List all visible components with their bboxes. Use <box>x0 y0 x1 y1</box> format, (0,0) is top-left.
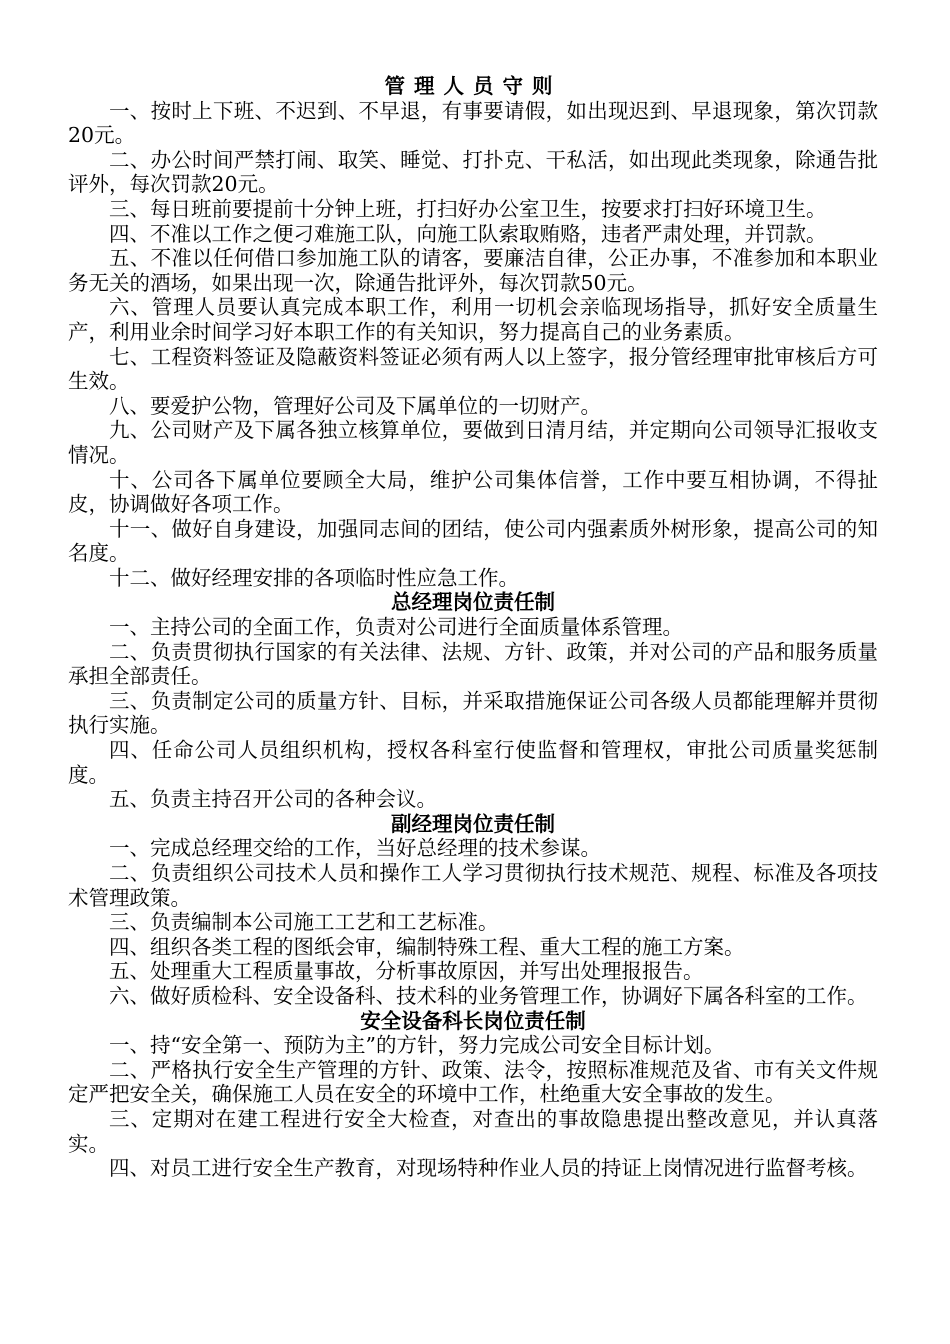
section-general-manager-duties <box>68 590 878 811</box>
section-title: 安全设备科长岗位责任制 <box>360 1008 586 1033</box>
paragraph: 五、处理重大工程质量事故，分析事故原因，并写出处理报报告。 <box>109 959 704 984</box>
paragraph: 五、负责主持召开公司的各种会议。 <box>109 787 437 812</box>
section-deputy-manager-duties <box>68 812 878 1009</box>
paragraph: 二、严格执行安全生产管理的方针、政策、法令，按照标准规范及省、市有关文件规定严把安全关，确保施工人员在安全的环境中工作，杜绝重大安全事故的发生。 <box>68 1057 878 1107</box>
paragraph: 四、对员工进行安全生产教育，对现场特种作业人员的持证上岗情况进行监督考核。 <box>109 1156 868 1181</box>
paragraph: 二、负责贯彻执行国家的有关法律、法规、方针、政策，并对公司的产品和服务质量承担全部责任。 <box>68 639 878 689</box>
paragraph: 一、完成总经理交给的工作，当好总经理的技术参谋。 <box>109 836 601 861</box>
paragraph: 二、办公时间严禁打闹、取笑、睡觉、打扑克、干私活，如出现此类现象，除通告批评外，每次罚款20元。 <box>68 147 878 197</box>
section-title: 管理人员守则 <box>384 74 562 98</box>
section-title: 总经理岗位责任制 <box>391 590 555 615</box>
paragraph: 四、任命公司人员组织机构，授权各科室行使监督和管理权，审批公司质量奖惩制度。 <box>68 738 878 787</box>
paragraph: 二、负责组织公司技术人员和操作工人学习贯彻执行技术规范、规程、标准及各项技术管理政策。 <box>68 861 878 910</box>
paragraph: 一、按时上下班、不迟到、不早退，有事要请假，如出现迟到、早退现象，第次罚款20元。 <box>68 98 878 148</box>
paragraph: 三、负责编制本公司施工工艺和工艺标准。 <box>109 910 499 935</box>
paragraph: 三、每日班前要提前十分钟上班，打扫好办公室卫生，按要求打扫好环境卫生。 <box>109 196 827 221</box>
paragraph: 三、负责制定公司的质量方针、目标，并采取措施保证公司各级人员都能理解并贯彻执行实施。 <box>68 688 878 738</box>
paragraph: 六、管理人员要认真完成本职工作，利用一切机会亲临现场指导，抓好安全质量生产，利用业余时间学习好本职工作的有关知识，努力提高自己的业务素质。 <box>68 295 878 344</box>
paragraph: 三、定期对在建工程进行安全大检查，对查出的事故隐患提出整改意见，并认真落实。 <box>68 1106 878 1156</box>
section-safety-equipment-chief-duties <box>68 1009 878 1181</box>
paragraph: 十一、做好自身建设，加强同志间的团结，使公司内强素质外树形象，提高公司的知名度。 <box>68 516 878 566</box>
paragraph: 八、要爱护公物，管理好公司及下属单位的一切财产。 <box>109 393 601 418</box>
section-management-rules <box>68 74 878 590</box>
paragraph: 六、做好质检科、安全设备科、技术科的业务管理工作，协调好下属各科室的工作。 <box>109 983 868 1008</box>
paragraph: 七、工程资料签证及隐蔽资料签证必须有两人以上签字，报分管经理审批审核后方可生效。 <box>68 344 878 394</box>
paragraph: 十、公司各下属单位要顾全大局，维护公司集体信誉，工作中要互相协调，不得扯皮，协调做好各项工作。 <box>68 467 878 517</box>
paragraph: 十二、做好经理安排的各项临时性应急工作。 <box>109 565 519 590</box>
paragraph: 一、主持公司的全面工作，负责对公司进行全面质量体系管理。 <box>109 615 683 640</box>
paragraph: 四、组织各类工程的图纸会审，编制特殊工程、重大工程的施工方案。 <box>109 934 745 959</box>
section-title: 副经理岗位责任制 <box>391 811 555 836</box>
paragraph: 九、公司财产及下属各独立核算单位，要做到日清月结，并定期向公司领导汇报收支情况。 <box>68 418 878 467</box>
paragraph: 一、持“安全第一、预防为主”的方针，努力完成公司安全目标计划。 <box>109 1033 725 1058</box>
paragraph: 四、不准以工作之便刁难施工队，向施工队索取贿赂，违者严肃处理，并罚款。 <box>109 221 827 246</box>
paragraph: 五、不准以任何借口参加施工队的请客，要廉洁自律，公正办事，不准参加和本职业务无关的酒场，如果出现一次，除通告批评外，每次罚款50元。 <box>68 246 878 295</box>
